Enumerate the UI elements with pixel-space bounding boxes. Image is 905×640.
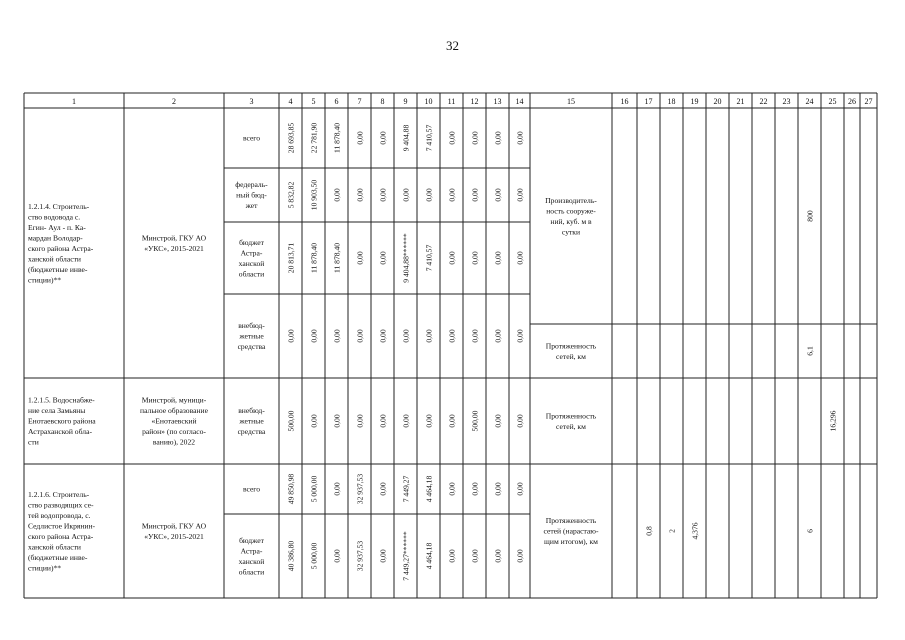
header-cell: 10 — [424, 97, 433, 106]
value-cell: 0,00 — [470, 131, 480, 145]
header-cell: 23 — [782, 97, 791, 106]
value-cell: 0,00 — [470, 251, 480, 265]
value-cell: 4 464,18 — [424, 542, 434, 570]
value-cell: 0,00 — [447, 329, 457, 343]
row-name: ние села Замьяны — [28, 406, 86, 415]
header-cell: 22 — [759, 97, 768, 106]
indicator-name: сетей, км — [556, 421, 586, 431]
funding-source: всего — [242, 133, 261, 143]
row-executor: «УКС», 2015-2021 — [144, 531, 204, 541]
row-executor: Минстрой, ГКУ АО — [141, 521, 207, 531]
value-cell: 32 937,53 — [355, 473, 365, 505]
value-cell: 0,00 — [447, 188, 457, 202]
value-cell: 9 404,88****** — [401, 233, 411, 283]
value-cell: 0,00 — [355, 251, 365, 265]
value-cell: 40 386,80 — [286, 540, 296, 572]
row-executor: Минстрой, муници- — [141, 395, 207, 405]
value-cell: 0,00 — [493, 131, 503, 145]
funding-source: средства — [237, 342, 266, 351]
header-cell: 18 — [667, 97, 676, 106]
indicator-value: 4,376 — [690, 522, 700, 540]
value-cell: 0,00 — [309, 329, 319, 343]
funding-source: федераль- — [235, 180, 268, 189]
indicator-name: сетей, км — [556, 351, 586, 361]
indicator-name: сутки — [561, 227, 581, 237]
value-cell: 0,00 — [378, 188, 388, 202]
value-cell: 500,00 — [470, 410, 480, 432]
value-cell: 0,00 — [493, 549, 503, 563]
value-cell: 0,00 — [378, 482, 388, 496]
indicator-value: 6,1 — [805, 346, 815, 356]
funding-source: ный бюд- — [236, 190, 267, 200]
row-executor: Минстрой, ГКУ АО — [141, 233, 207, 243]
value-cell: 0,00 — [515, 251, 525, 265]
row-name: (бюджетные инве- — [28, 264, 88, 274]
indicator-name: щим итогом), км — [544, 537, 598, 546]
value-cell: 22 781,90 — [309, 122, 319, 154]
value-cell: 0,00 — [355, 131, 365, 145]
value-cell: 0,00 — [515, 549, 525, 563]
funding-source: жетные — [239, 416, 264, 426]
value-cell: 0,00 — [470, 549, 480, 563]
value-cell: 0,00 — [355, 414, 365, 428]
value-cell: 0,00 — [286, 329, 296, 343]
row-name: Енотаевского района — [28, 416, 96, 426]
value-cell: 0,00 — [447, 131, 457, 145]
table-text — [28, 97, 873, 581]
value-cell: 0,00 — [378, 414, 388, 428]
header-cell: 27 — [864, 97, 873, 106]
row-executor: «Енотаевский — [151, 416, 197, 426]
indicator-value: 6 — [805, 529, 815, 533]
value-cell: 0,00 — [493, 251, 503, 265]
row-name: мардан Володар- — [28, 233, 83, 243]
value-cell: 0,00 — [378, 131, 388, 145]
funding-source: ханской — [238, 258, 265, 268]
value-cell: 5 000,00 — [309, 475, 319, 503]
value-cell: 7 410,57 — [424, 124, 434, 152]
indicator-value: 16,296 — [828, 410, 838, 432]
value-cell: 0,00 — [470, 188, 480, 202]
header-cell: 2 — [172, 97, 176, 106]
value-cell: 4 464,18 — [424, 475, 434, 503]
indicator-name: Протяженность — [545, 411, 597, 421]
row-name: ского района Астра- — [28, 531, 94, 541]
header-cell: 4 — [288, 97, 293, 106]
header-cell: 8 — [380, 97, 385, 106]
value-cell: 0,00 — [447, 414, 457, 428]
funding-source: всего — [242, 484, 261, 494]
value-cell: 0,00 — [493, 482, 503, 496]
value-cell: 0,00 — [515, 414, 525, 428]
value-cell: 0,00 — [401, 188, 411, 202]
indicator-name: Протяженность — [545, 341, 597, 351]
row-name: стиции)** — [28, 275, 62, 285]
row-executor: «УКС», 2015-2021 — [144, 243, 204, 253]
funding-source: Астра- — [240, 248, 263, 258]
row-name: тей водопровода, с. — [28, 510, 91, 520]
value-cell: 0,00 — [515, 329, 525, 343]
header-cell: 12 — [470, 97, 479, 106]
funding-source: области — [238, 567, 265, 577]
indicator-name: ность сооруже- — [546, 206, 596, 216]
row-name: стиции)** — [28, 563, 62, 573]
header-cell: 6 — [334, 97, 339, 106]
value-cell: 0,00 — [378, 251, 388, 265]
value-cell: 0,00 — [401, 414, 411, 428]
row-name: ханской области — [28, 542, 81, 552]
row-executor: пальное образование — [140, 406, 208, 415]
value-cell: 0,00 — [447, 251, 457, 265]
header-cell: 24 — [805, 97, 814, 106]
header-cell: 14 — [515, 97, 524, 106]
header-cell: 5 — [311, 97, 316, 106]
indicator-name: ний, куб. м в — [550, 216, 592, 226]
header-cell: 13 — [493, 97, 502, 106]
value-cell: 7 449,27 — [401, 475, 411, 503]
funding-source: внебюд- — [238, 406, 265, 415]
indicator-name: сетей (нарастаю- — [543, 526, 599, 536]
indicator-value: 2 — [667, 529, 677, 533]
header-cell: 11 — [447, 97, 456, 106]
row-name: ского района Астра- — [28, 243, 94, 253]
value-cell: 5 832,82 — [286, 181, 296, 209]
funding-source: ханской — [238, 556, 265, 566]
value-cell: 0,00 — [447, 549, 457, 563]
funding-source: средства — [237, 427, 266, 436]
header-cell: 3 — [249, 97, 254, 106]
value-cell: 0,00 — [515, 188, 525, 202]
funding-source: бюджет — [239, 237, 264, 247]
value-cell: 7 449,27****** — [401, 531, 411, 581]
value-cell: 0,00 — [493, 329, 503, 343]
funding-source: Астра- — [240, 546, 263, 556]
value-cell: 0,00 — [332, 482, 342, 496]
value-cell: 0,00 — [355, 188, 365, 202]
value-cell: 0,00 — [378, 549, 388, 563]
header-cell: 26 — [848, 97, 856, 106]
row-name: 1.2.1.4. Строитель- — [28, 201, 90, 211]
header-cell: 7 — [357, 97, 362, 106]
value-cell: 5 000,00 — [309, 542, 319, 570]
value-cell: 11 878,40 — [332, 242, 342, 274]
value-cell: 49 850,98 — [286, 473, 296, 505]
row-name: 1.2.1.5. Водоснабже- — [28, 395, 95, 405]
header-cell: 19 — [690, 97, 699, 106]
indicator-name: Производитель- — [545, 195, 597, 205]
value-cell: 0,00 — [332, 549, 342, 563]
value-cell: 10 903,50 — [309, 179, 319, 211]
header-cell: 16 — [620, 97, 629, 106]
row-executor: район» (по согласо- — [142, 427, 206, 436]
row-name: Астраханской обла- — [28, 427, 92, 436]
value-cell: 0,00 — [424, 414, 434, 428]
value-cell: 28 693,85 — [286, 122, 296, 154]
value-cell: 0,00 — [378, 329, 388, 343]
value-cell: 0,00 — [332, 414, 342, 428]
funding-source: внебюд- — [238, 321, 265, 330]
row-name: (бюджетные инве- — [28, 552, 88, 562]
value-cell: 20 813,71 — [286, 242, 296, 274]
funding-source: жетные — [239, 331, 264, 341]
indicator-value: 800 — [805, 210, 815, 222]
row-name: ханской области — [28, 254, 81, 264]
header-cell: 9 — [403, 97, 408, 106]
value-cell: 0,00 — [470, 482, 480, 496]
header-cell: 17 — [644, 97, 653, 106]
header-cell: 21 — [736, 97, 745, 106]
header-cell: 20 — [713, 97, 722, 106]
value-cell: 0,00 — [332, 329, 342, 343]
value-cell: 0,00 — [309, 414, 319, 428]
funding-source: бюджет — [239, 535, 264, 545]
value-cell: 11 878,40 — [309, 242, 319, 274]
header-cell: 1 — [72, 97, 76, 106]
value-cell: 0,00 — [470, 329, 480, 343]
value-cell: 9 404,88 — [401, 124, 411, 152]
value-cell: 0,00 — [332, 188, 342, 202]
value-cell: 11 878,40 — [332, 122, 342, 154]
row-name: ство разводящих се- — [28, 500, 94, 510]
page-number: 32 — [446, 38, 459, 53]
row-name: Седлистое Икрянин- — [28, 521, 96, 531]
value-cell: 0,00 — [493, 188, 503, 202]
value-cell: 0,00 — [493, 414, 503, 428]
funding-source: жет — [245, 201, 258, 210]
value-cell: 0,00 — [515, 131, 525, 145]
value-cell: 7 410,57 — [424, 244, 434, 272]
row-name: ство водовода с. — [28, 212, 81, 222]
indicator-name: Протяженность — [545, 516, 597, 525]
value-cell: 0,00 — [515, 482, 525, 496]
header-cell: 15 — [567, 97, 575, 106]
value-cell: 0,00 — [401, 329, 411, 343]
funding-source: области — [238, 269, 265, 279]
row-name: 1.2.1.6. Строитель- — [28, 489, 90, 499]
value-cell: 32 937,53 — [355, 540, 365, 572]
row-name: сти — [28, 437, 39, 447]
row-executor: ванию), 2022 — [152, 437, 196, 447]
value-cell: 0,00 — [424, 188, 434, 202]
header-cell: 25 — [828, 97, 837, 106]
value-cell: 500,00 — [286, 410, 296, 432]
value-cell: 0,00 — [447, 482, 457, 496]
value-cell: 0,00 — [355, 329, 365, 343]
value-cell: 0,00 — [424, 329, 434, 343]
row-name: Егин- Аул - п. Ка- — [28, 222, 86, 232]
indicator-value: 0,8 — [644, 526, 654, 536]
